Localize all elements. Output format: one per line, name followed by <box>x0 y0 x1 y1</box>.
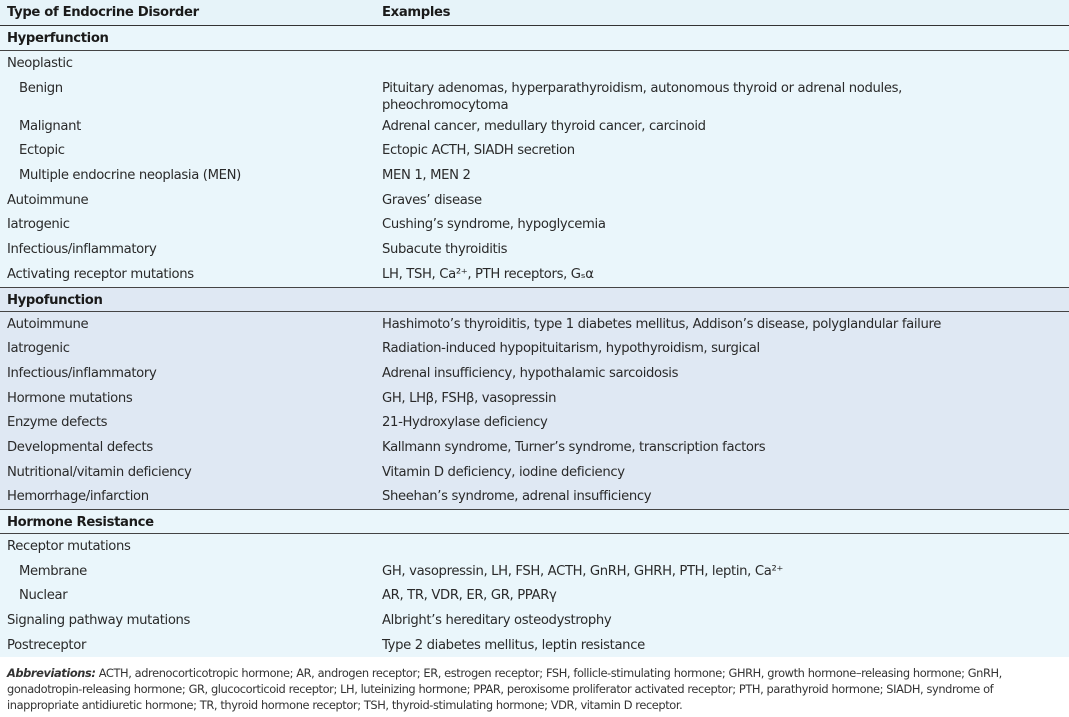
section-hyper <box>0 26 1069 287</box>
table-header <box>0 0 1069 26</box>
disorder-type: Postreceptor <box>7 637 87 653</box>
disorder-type: Activating receptor mutations <box>7 266 194 282</box>
table-row <box>0 51 1069 76</box>
disorder-type: Receptor mutations <box>7 539 131 554</box>
disorder-type: Autoimmune <box>7 316 89 332</box>
table-row <box>0 237 1069 262</box>
examples: Vitamin D deficiency, iodine deficiency <box>382 464 625 480</box>
section-title: Hyperfunction <box>7 31 109 46</box>
table-row <box>0 361 1069 386</box>
examples: MEN 1, MEN 2 <box>382 168 471 184</box>
column-header-examples: Examples <box>382 5 451 20</box>
disorder-type: Autoimmune <box>7 192 89 208</box>
disorder-type: Neoplastic <box>7 56 73 71</box>
table-row <box>0 386 1069 411</box>
disorder-type: Malignant <box>19 118 81 134</box>
examples: Subacute thyroiditis <box>382 242 508 258</box>
examples: Radiation-induced hypopituitarism, hypothyroidism, surgical <box>382 341 760 357</box>
disorder-type: Multiple endocrine neoplasia (MEN) <box>19 168 241 184</box>
table-row <box>0 608 1069 633</box>
table-row <box>0 212 1069 237</box>
section-hypo <box>0 287 1069 510</box>
disorder-type: Nutritional/vitamin deficiency <box>7 464 192 480</box>
examples: Adrenal insufficiency, hypothalamic sarcoidosis <box>382 365 679 381</box>
examples: 21-Hydroxylase deficiency <box>382 415 548 431</box>
examples: Pituitary adenomas, hyperparathyroidism, autonomous thyroid or adrenal nodules, pheochromocytoma <box>382 80 902 113</box>
section-header <box>0 26 1069 51</box>
disorder-type: Developmental defects <box>7 439 153 455</box>
examples: Hashimoto’s thyroiditis, type 1 diabetes mellitus, Addison’s disease, polyglandular failure <box>382 316 942 332</box>
disorder-type: Benign <box>19 80 63 96</box>
table-row <box>0 138 1069 163</box>
table-row <box>0 460 1069 485</box>
section-title: Hormone Resistance <box>7 515 154 530</box>
table-row <box>0 336 1069 361</box>
table-row <box>0 534 1069 559</box>
table-row <box>0 484 1069 509</box>
examples: Albright’s hereditary osteodystrophy <box>382 613 612 629</box>
disorder-type: Infectious/inflammatory <box>7 365 157 381</box>
section-header <box>0 287 1069 312</box>
table-row <box>0 76 1069 114</box>
section-resist <box>0 509 1069 657</box>
examples: Sheehan’s syndrome, adrenal insufficiency <box>382 489 652 505</box>
disorder-type: Enzyme defects <box>7 415 108 431</box>
table-row <box>0 262 1069 287</box>
disorder-type: Hormone mutations <box>7 390 133 406</box>
examples: Cushing’s syndrome, hypoglycemia <box>382 217 606 233</box>
disorder-type: Membrane <box>19 563 87 579</box>
disorder-type: Iatrogenic <box>7 341 70 357</box>
examples: Type 2 diabetes mellitus, leptin resistance <box>382 637 645 653</box>
disorder-type: Infectious/inflammatory <box>7 242 157 258</box>
table-row <box>0 163 1069 188</box>
footnote-label: Abbreviations: <box>7 666 96 681</box>
table-row <box>0 410 1069 435</box>
table-row <box>0 188 1069 213</box>
disorder-type: Nuclear <box>19 588 68 604</box>
examples: Kallmann syndrome, Turner’s syndrome, transcription factors <box>382 439 766 455</box>
table-row <box>0 114 1069 139</box>
section-header <box>0 509 1069 534</box>
examples: LH, TSH, Ca²⁺, PTH receptors, Gₛα <box>382 266 594 282</box>
examples: Ectopic ACTH, SIADH secretion <box>382 143 575 159</box>
abbreviations-footnote <box>0 657 1069 713</box>
column-header-type: Type of Endocrine Disorder <box>7 5 199 20</box>
table-body <box>0 26 1069 657</box>
disorder-type: Signaling pathway mutations <box>7 613 191 629</box>
examples: Adrenal cancer, medullary thyroid cancer, carcinoid <box>382 118 706 134</box>
table-row <box>0 312 1069 337</box>
table-row <box>0 633 1069 658</box>
table-row <box>0 435 1069 460</box>
footnote-text: ACTH, adrenocorticotropic hormone; AR, androgen receptor; ER, estrogen receptor; FSH, follicle-stimulating hormone; GHRH, growth hormone–releasing hormone; GnRH, gonadotropin-releasing hormone; GR, glucocorticoid receptor; LH, luteinizing hormone; PPAR, peroxisome proliferator activated receptor; PTH, parathyroid hormone; SIADH, syndrome of inappropriate antidiuretic hormone; TR, thyroid hormone receptor; TSH, thyroid-stimulating hormone; VDR, vitamin D receptor. <box>7 666 1002 713</box>
examples: GH, vasopressin, LH, FSH, ACTH, GnRH, GHRH, PTH, leptin, Ca²⁺ <box>382 563 783 579</box>
examples: GH, LHβ, FSHβ, vasopressin <box>382 390 557 406</box>
table-row <box>0 559 1069 584</box>
disorder-type: Hemorrhage/infarction <box>7 489 149 505</box>
examples: Graves’ disease <box>382 192 482 208</box>
table-row <box>0 583 1069 608</box>
disorder-type: Iatrogenic <box>7 217 70 233</box>
disorder-type: Ectopic <box>19 143 65 159</box>
examples: AR, TR, VDR, ER, GR, PPARγ <box>382 588 557 604</box>
section-title: Hypofunction <box>7 292 103 308</box>
